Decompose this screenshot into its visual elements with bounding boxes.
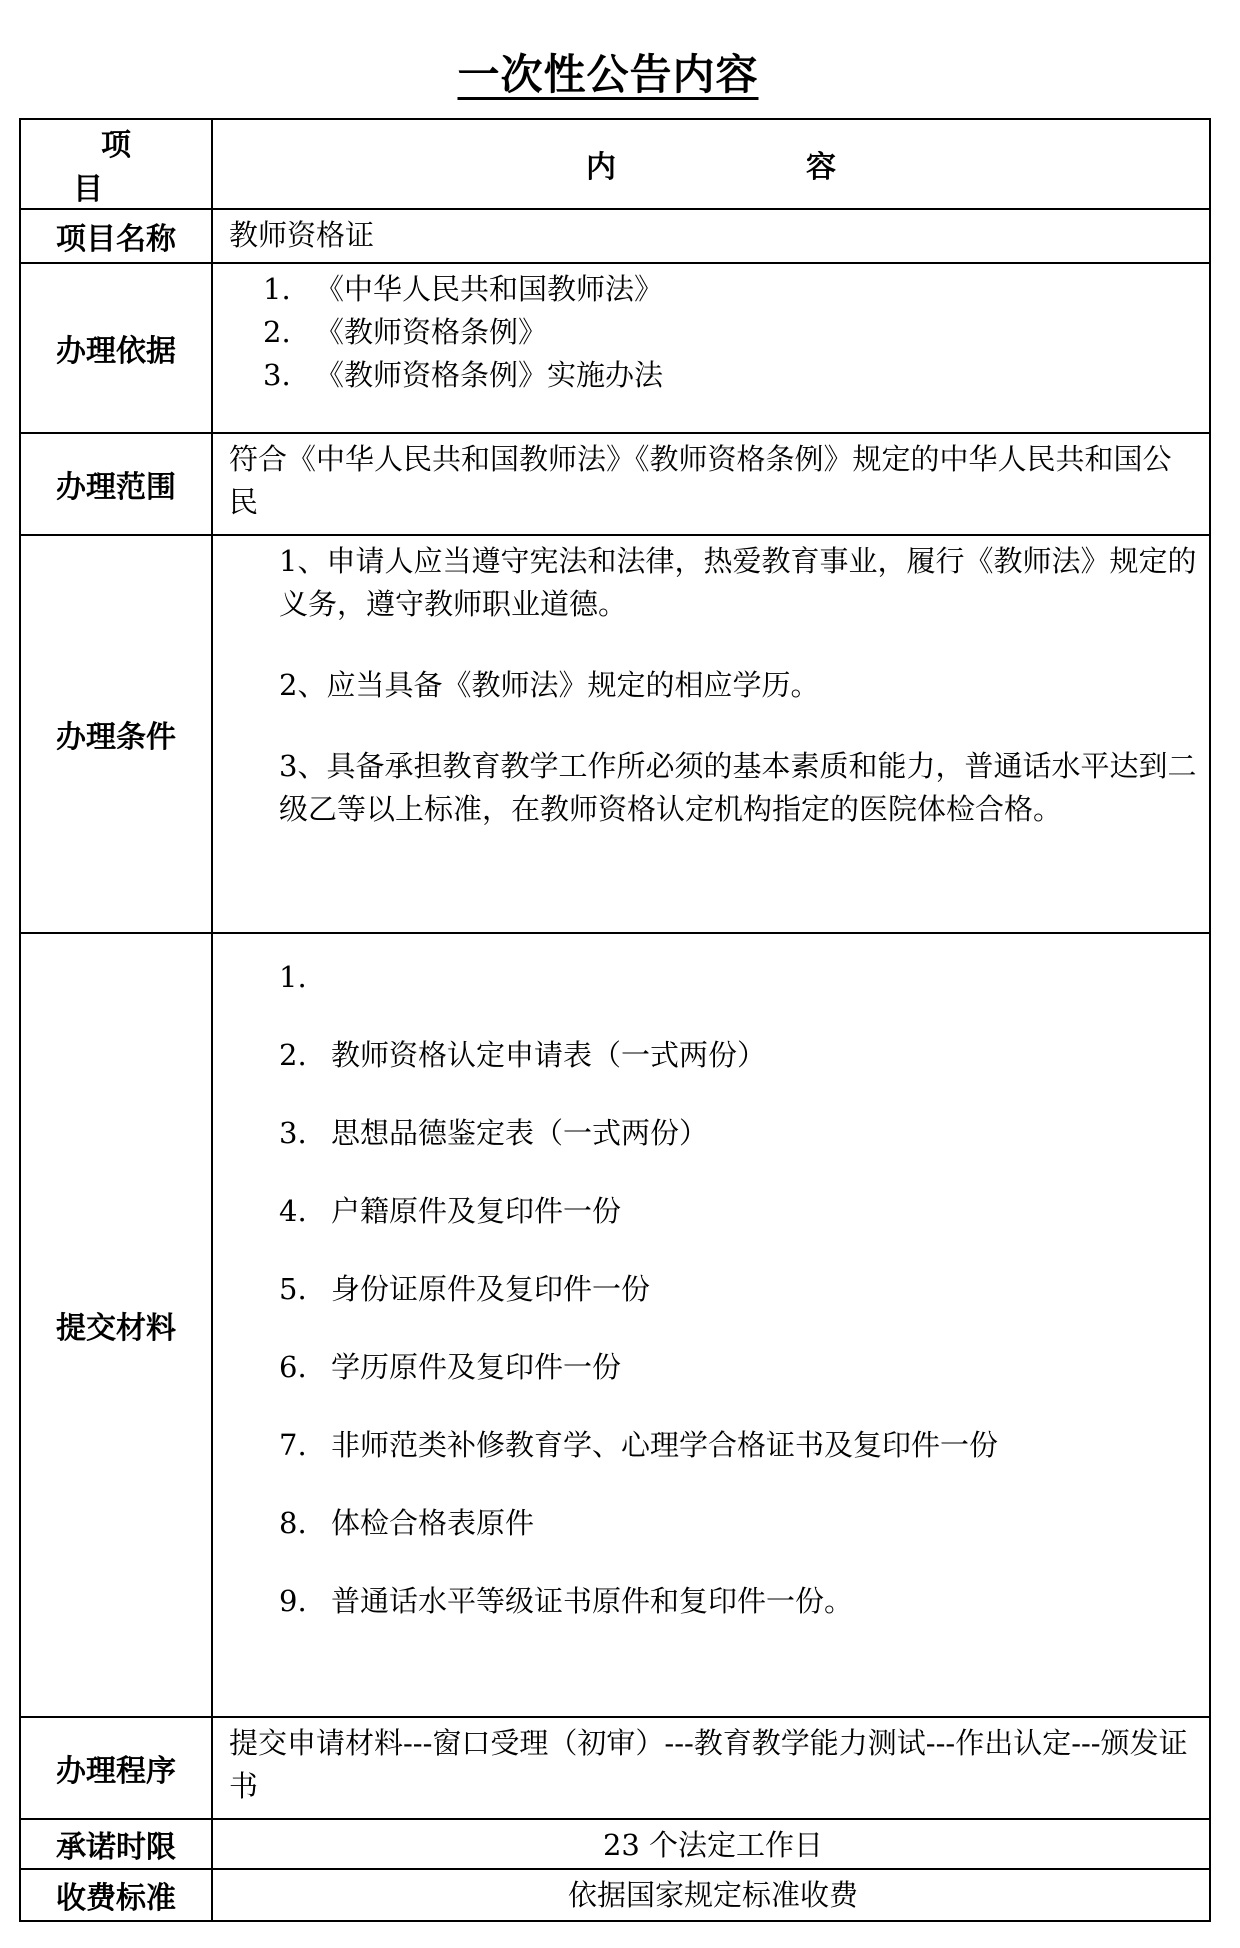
row-materials <box>20 933 1210 1717</box>
notice-table <box>19 118 1211 1922</box>
row-conditions <box>20 535 1210 933</box>
condition-item: 3、具备承担教育教学工作所必须的基本素质和能力，普通话水平达到二级乙等以上标准，在教师资格认定机构指定的医院体检合格。 <box>279 749 1197 826</box>
header-content-cell <box>212 119 1210 209</box>
row-materials-label: 提交材料 <box>20 933 212 1717</box>
list-item: 3. 思想品德鉴定表（一式两份） <box>279 1116 709 1150</box>
list-item: 9. 普通话水平等级证书原件和复印件一份。 <box>279 1584 854 1618</box>
row-scope-value: 符合《中华人民共和国教师法》《教师资格条例》规定的中华人民共和国公民 <box>212 433 1210 535</box>
list-item: 3. 《教师资格条例》实施办法 <box>263 358 664 392</box>
header-row <box>20 119 1210 209</box>
materials-list <box>229 956 1197 1623</box>
list-item: 8. 体检合格表原件 <box>279 1506 535 1540</box>
row-conditions-label: 办理条件 <box>20 535 212 933</box>
header-item-label: 项 目 <box>73 128 187 207</box>
row-name <box>20 209 1210 263</box>
page-title <box>0 42 1216 102</box>
row-basis <box>20 263 1210 433</box>
list-item: 2. 《教师资格条例》 <box>263 315 548 349</box>
row-time-limit <box>20 1819 1210 1869</box>
list-item: 7. 非师范类补修教育学、心理学合格证书及复印件一份 <box>279 1428 999 1462</box>
row-fee-value: 依据国家规定标准收费 <box>212 1869 1210 1921</box>
header-item-cell <box>20 119 212 209</box>
list-item: 5. 身份证原件及复印件一份 <box>279 1272 651 1306</box>
condition-item: 2、应当具备《教师法》规定的相应学历。 <box>279 668 820 702</box>
row-scope-label: 办理范围 <box>20 433 212 535</box>
row-materials-content <box>212 933 1210 1717</box>
row-time-limit-value: 23 个法定工作日 <box>212 1819 1210 1869</box>
row-procedure <box>20 1717 1210 1819</box>
row-scope <box>20 433 1210 535</box>
title-text: 一次性公告内容 <box>457 50 759 99</box>
list-item: 2. 教师资格认定申请表（一式两份） <box>279 1038 767 1072</box>
row-procedure-value: 提交申请材料---窗口受理（初审）---教育教学能力测试---作出认定---颁发证书 <box>212 1717 1210 1819</box>
row-procedure-label: 办理程序 <box>20 1717 212 1819</box>
header-content-label-b: 容 <box>806 150 836 185</box>
row-name-label: 项目名称 <box>20 209 212 263</box>
condition-item: 1、申请人应当遵守宪法和法律，热爱教育事业，履行《教师法》规定的义务，遵守教师职业道德。 <box>279 544 1197 621</box>
row-basis-content <box>212 263 1210 433</box>
row-conditions-content <box>212 535 1210 933</box>
row-basis-label: 办理依据 <box>20 263 212 433</box>
list-item: 6. 学历原件及复印件一份 <box>279 1350 622 1384</box>
row-fee-label: 收费标准 <box>20 1869 212 1921</box>
header-content-label-a: 内 <box>586 150 616 185</box>
list-item: 1. 《中华人民共和国教师法》 <box>263 272 664 306</box>
row-fee <box>20 1869 1210 1921</box>
basis-list <box>229 268 1197 397</box>
list-item: 4. 户籍原件及复印件一份 <box>279 1194 622 1228</box>
row-name-value: 教师资格证 <box>212 209 1210 263</box>
row-time-limit-label: 承诺时限 <box>20 1819 212 1869</box>
list-item: 1. <box>279 960 307 994</box>
